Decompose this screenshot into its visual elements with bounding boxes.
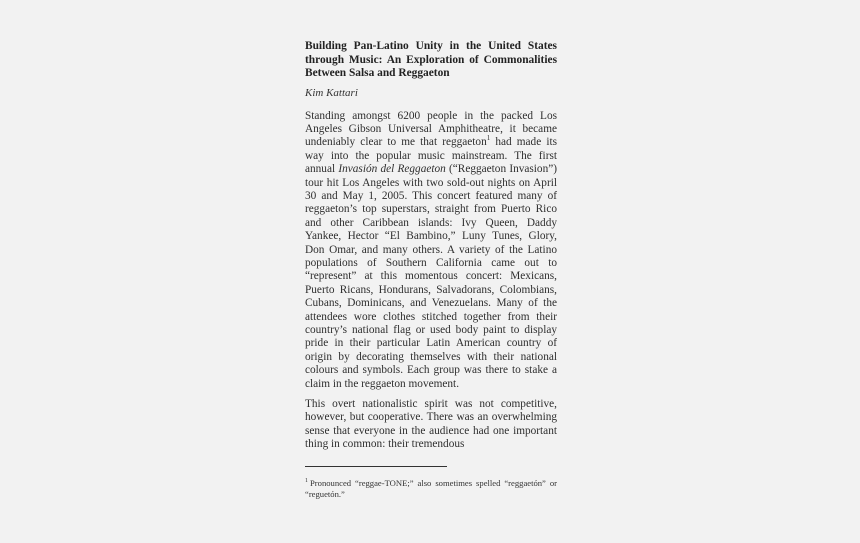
footnote-divider (305, 466, 447, 467)
footnote (305, 478, 557, 500)
article-title: Building Pan-Latino Unity in the United States through Music: An Exploration of Commonalities Between Salsa and Reggaeton (305, 40, 557, 79)
footnote-marker: 1 (305, 478, 308, 485)
paragraph-1-text-c: (“Reggaeton Invasion”) tour hit Los Angeles with two sold-out nights on April 30 and May 1, 2005. This concert featured many of reggaeton’s top superstars, straight from Puerto Rico and other Caribbean islands: Ivy Queen, Daddy Yankee, Hector “El Bambino,” Luny Tunes, Glory, Don Omar, and many others. A variety of the Latino populations of Southern California came out to “represent” at this momentous concert: Mexicans, Puerto Ricans, Hondurans, Salvadorans, Colombians, Cubans, Dominicans, and Venezuelans. Many of the attendees wore clothes stitched together from their country’s national flag or used body paint to display pride in their particular Latin American country of origin by decorating themselves with their national colours and symbols. Each group was there to stake a claim in the reggaeton movement. (305, 163, 557, 390)
footnote-text: Pronounced “reggae-TONE;” also sometimes spelled “reggaetón” or “reguetón.” (305, 478, 557, 499)
footnote-reference: 1 (486, 134, 491, 143)
article-author: Kim Kattari (305, 86, 358, 99)
paragraph-1 (305, 110, 557, 392)
paragraph-1-text-b: had made its way into the popular music mainstream. The first annual (305, 136, 557, 176)
paragraph-1-text-a: Standing amongst 6200 people in the packed Los Angeles Gibson Universal Amphitheatre, it became undeniably clear to me that reggaeton (305, 109, 557, 149)
event-name: Invasión del Reggaeton (338, 163, 446, 176)
article-body (305, 110, 557, 452)
paragraph-2: This overt nationalistic spirit was not competitive, however, but cooperative. There was an overwhelming sense that everyone in the audience had one important thing in common: their tremendous (305, 398, 557, 451)
text-column (305, 40, 557, 452)
